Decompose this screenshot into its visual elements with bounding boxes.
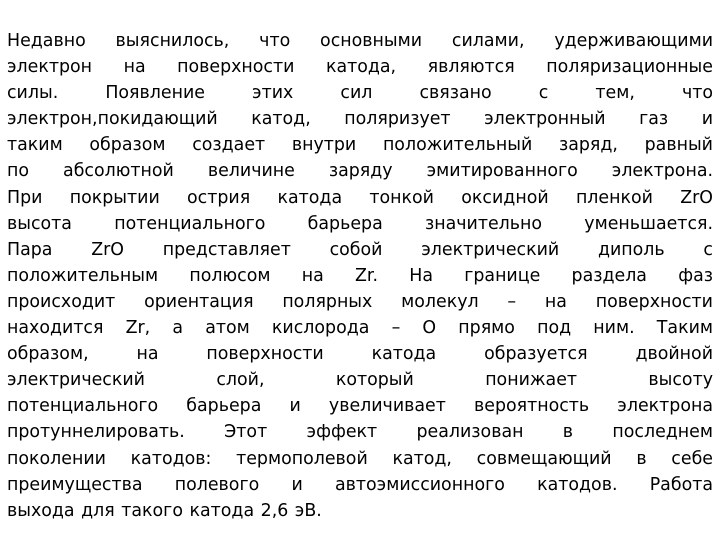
text-line: поколении катодов: термополевой катод, совмещающий в себе xyxy=(7,448,713,469)
body-text xyxy=(7,28,713,524)
text-line: таким образом создает внутри положительный заряд, равный xyxy=(7,135,713,156)
text-line: выхода для такого катода 2,6 эВ. xyxy=(7,500,322,521)
text-line: находится Zr, а атом кислорода – О прямо под ним. Таким xyxy=(7,318,713,339)
text-line: потенциального барьера и увеличивает вероятность электрона xyxy=(7,396,713,417)
text-line: Недавно выяснилось, что основными силами, удерживающими xyxy=(7,31,713,51)
text-line: электрон на поверхности катода, являются поляризационные xyxy=(7,57,713,78)
text-line: образом, на поверхности катода образуется двойной xyxy=(7,344,713,365)
text-line: электрический слой, который понижает высоту xyxy=(7,370,713,391)
text-line: по абсолютной величине заряду эмитированного электрона. xyxy=(7,161,713,182)
text-line: Пара ZrO представляет собой электрический диполь с xyxy=(7,239,713,260)
text-line: положительным полюсом на Zr. На границе раздела фаз xyxy=(7,265,713,286)
text-line: происходит ориентация полярных молекул – на поверхности xyxy=(7,291,713,312)
text-line: При покрытии острия катода тонкой оксидной пленкой ZrO xyxy=(7,187,713,208)
text-line: электрон,покидающий катод, поляризует электронный газ и xyxy=(7,109,713,130)
text-line: протуннелировать. Этот эффект реализован в последнем xyxy=(7,422,713,443)
text-line: высота потенциального барьера значительно уменьшается. xyxy=(7,213,713,234)
text-line: силы. Появление этих сил связано с тем, что xyxy=(7,83,713,104)
text-line: преимущества полевого и автоэмиссионного катодов. Работа xyxy=(7,474,713,495)
